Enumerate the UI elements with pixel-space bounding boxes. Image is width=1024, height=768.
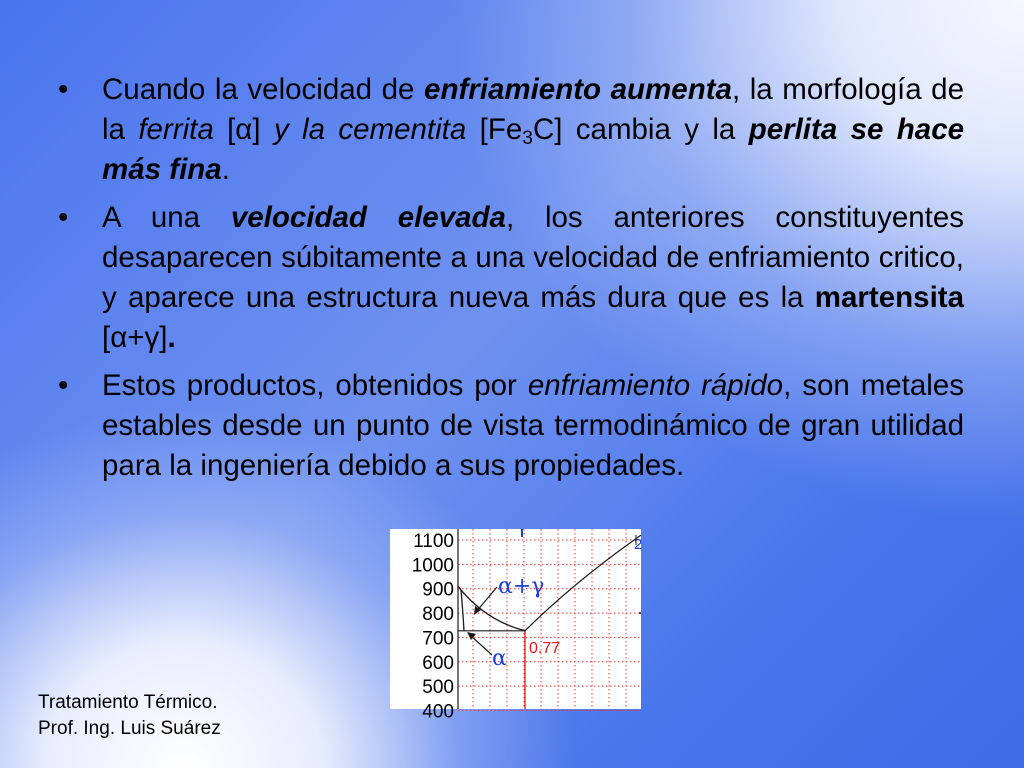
bullet-text-run: [Fe xyxy=(466,113,523,146)
y-tick-label: 600 xyxy=(422,652,454,674)
bullet-text-run: enfriamiento rápido xyxy=(527,369,784,402)
phase-diagram-crop xyxy=(390,529,643,723)
bullet-text-run: , la morfología de la xyxy=(102,73,964,146)
bullet-text-run: [α] xyxy=(213,113,274,146)
bullet-list xyxy=(58,70,964,494)
bullet-text-run: enfriamiento aumenta xyxy=(424,73,732,106)
bullet-text-run: Estos productos, obtenidos por xyxy=(102,369,528,402)
y-tick-label: 900 xyxy=(422,579,454,601)
bullet-text-run: ferrita xyxy=(138,113,214,146)
arrow-alpha-gamma xyxy=(476,587,497,612)
bullet-text-run: martensita xyxy=(814,281,964,314)
y-tick-label: 400 xyxy=(422,701,454,723)
alpha-solvus xyxy=(461,590,464,631)
bullet-text-run: C] cambia y la xyxy=(532,113,749,146)
bullet-text-run: velocidad elevada xyxy=(230,201,506,234)
y-tick-label: 1100 xyxy=(413,531,454,552)
bullet-text-run: A una xyxy=(102,201,231,234)
y-tick-label: 500 xyxy=(422,677,454,699)
eutectoid-label: 0.77 xyxy=(529,640,561,657)
bullet-text-run: y la cementita xyxy=(273,113,467,146)
footer-course: Tratamiento Térmico. xyxy=(38,692,218,713)
bullet-item xyxy=(58,198,964,358)
footer-author: Prof. Ing. Luis Suárez xyxy=(38,718,221,739)
phase-diagram-svg xyxy=(390,529,643,723)
footer xyxy=(38,690,221,742)
bullet-marker: • xyxy=(58,73,69,106)
top-right-label: 2 xyxy=(634,536,643,553)
label-alpha-gamma: α+γ xyxy=(498,574,545,599)
bullet-text-run: [α+γ] xyxy=(102,321,168,354)
bullet-text-run: 3 xyxy=(522,127,533,149)
bullet-text-run: perlita se hace más fina xyxy=(102,113,965,186)
bullet-marker: • xyxy=(58,201,69,234)
label-alpha: α xyxy=(492,646,507,671)
bullet-marker: • xyxy=(58,369,69,402)
y-tick-label: 800 xyxy=(422,604,454,625)
bullet-text-run: , los anteriores constituyentes desaparecen súbitamente a una velocidad de enfriamiento critico, y aparece una estructura nueva más dura que es la xyxy=(102,201,964,314)
bullet-text-run: . xyxy=(167,321,176,354)
bullet-text-run: Cuando la velocidad de xyxy=(102,73,425,106)
bullet-item xyxy=(58,70,964,190)
bullet-text-run: . xyxy=(221,153,230,186)
y-tick-label: 1000 xyxy=(411,555,454,577)
bullet-item xyxy=(58,366,964,486)
bullet-text-run: , son metales estables desde un punto de vista termodinámico de gran utilidad para la ingeniería debido a sus propiedades. xyxy=(102,369,964,482)
y-tick-label: 700 xyxy=(422,628,454,650)
